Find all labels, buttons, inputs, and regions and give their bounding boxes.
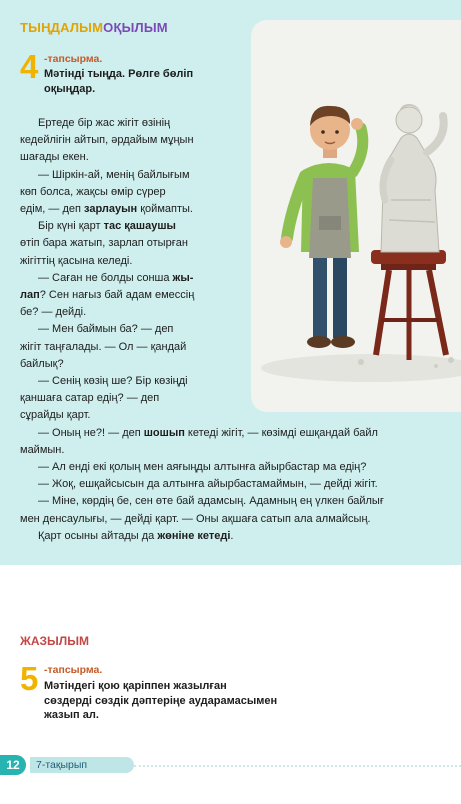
illustration-art [251,20,461,412]
story-text-run: — Саған не болды сонша [38,271,173,284]
bold-vocabulary-word: жөніне кетеді [157,529,231,542]
task-label-5: -тапсырма. [44,664,103,676]
story-text-run: көп болса, жақсы өмір сүрер [20,185,166,198]
section-heading-reading: ОҚЫЛЫМ [103,20,168,35]
story-text-run: — Сенің көзің ше? Бір көзіңді [38,375,188,387]
story-text-run: — Шіркін-ай, менің байлығым [38,168,190,181]
story-line [20,150,89,164]
story-line [20,288,194,302]
story-text-run: Ертеде бір жас жігіт өзінің [38,117,171,129]
story-line [20,357,64,371]
story-line [38,271,193,285]
story-line [38,426,378,440]
task-instruction-line: оқыңдар. [44,82,96,95]
story-text-run: — Оның не?! — деп [38,426,144,439]
task-number-5: 5 [20,660,39,697]
story-line [20,236,188,250]
section-heading [20,20,168,35]
story-text-run: бе? — дейді. [20,306,87,319]
story-line [20,340,186,354]
task-instruction-line: Мәтіндегі қою қаріппен жазылған [44,680,227,692]
task-instruction-4 [44,67,193,96]
footer-divider [134,765,461,767]
story-line [38,116,170,130]
story-line [38,477,378,491]
story-text-run: жігіт таңғалады. — Ол — қандай [20,340,187,353]
story-text-run: ? Сен нағыз бай адам емессің [39,289,195,301]
story-line [20,202,193,216]
writing-section-heading: ЖАЗЫЛЫМ [20,634,89,648]
story-line [38,219,176,233]
story-line [20,305,86,319]
story-text-run: кедейлігін айтып, әрдайым мұңын [20,134,194,147]
story-line [20,391,159,405]
story-line [20,408,90,422]
story-text-run: қаншаға сатар едің? — деп [20,392,160,405]
story-text-run: байлық? [20,357,64,370]
task-label-4: -тапсырма. [44,53,103,65]
bold-vocabulary-word: шошып [143,426,185,439]
story-line [38,374,188,388]
task-instruction-5 [44,679,277,723]
story-line [38,460,366,474]
story-text-run: . [230,529,234,542]
story-text-run: сұрайды қарт. [20,409,91,422]
story-text-run: өтіп бара жатып, зарлап отырған [20,237,188,250]
boy-and-statue-illustration [251,20,461,412]
story-line [38,168,190,182]
story-text-run: шағады екен. [20,151,89,164]
page-number-badge: 12 [0,755,26,775]
story-text-run: — Жоқ, ешқайсысын да алтынға айырбастамаймын, — дейді жігіт. [38,478,378,491]
story-text-run: — Міне, көрдің бе, сен өте бай адамсың. Адамның ең үлкен байлығ [38,495,384,508]
story-line [38,529,233,543]
bold-vocabulary-word: зарлауын [84,203,138,215]
task-number-4: 4 [20,48,39,85]
story-text-run: — Ал енді екі қолың мен аяғыңды алтынға айырбастар ма едің? [38,461,367,473]
task-instruction-line: Мәтінді тыңда. Рөлге бөліп [44,68,194,80]
bold-vocabulary-word: тас қашаушы [103,220,176,233]
story-text-run: Бір күні қарт [38,220,104,233]
story-text-run: қоймапты. [137,203,193,215]
story-line [20,185,166,199]
story-text-run: Қарт осыны айтады да [38,529,158,542]
story-text-run: едім, — деп [20,203,85,215]
section-heading-listening: ТЫҢДАЛЫМ [20,20,104,35]
story-line [20,512,371,526]
story-text-run: — Мен баймын ба? — деп [38,323,174,336]
bold-vocabulary-word: жы- [172,271,194,284]
topic-label: 7-тақырып [30,757,134,773]
story-text-run: кетеді жігіт, — көзімді ешқандай байл [184,426,378,439]
story-text-run: жігіттің қасына келеді. [20,254,133,267]
bold-vocabulary-word: лап [20,289,40,301]
task-instruction-line: сөздерді сөздік дәптеріңе аударамасымен [44,694,278,707]
story-line [20,133,194,147]
story-text-run: маймын. [20,443,65,456]
story-line [20,254,132,268]
story-line [38,322,173,336]
story-text-run: мен денсаулығы, — дейді қарт. — Оны ақшаға сатып ала алмайсың. [20,512,371,525]
story-line [20,443,64,457]
story-line [38,494,384,508]
task-instruction-line: жазып ал. [44,709,99,721]
